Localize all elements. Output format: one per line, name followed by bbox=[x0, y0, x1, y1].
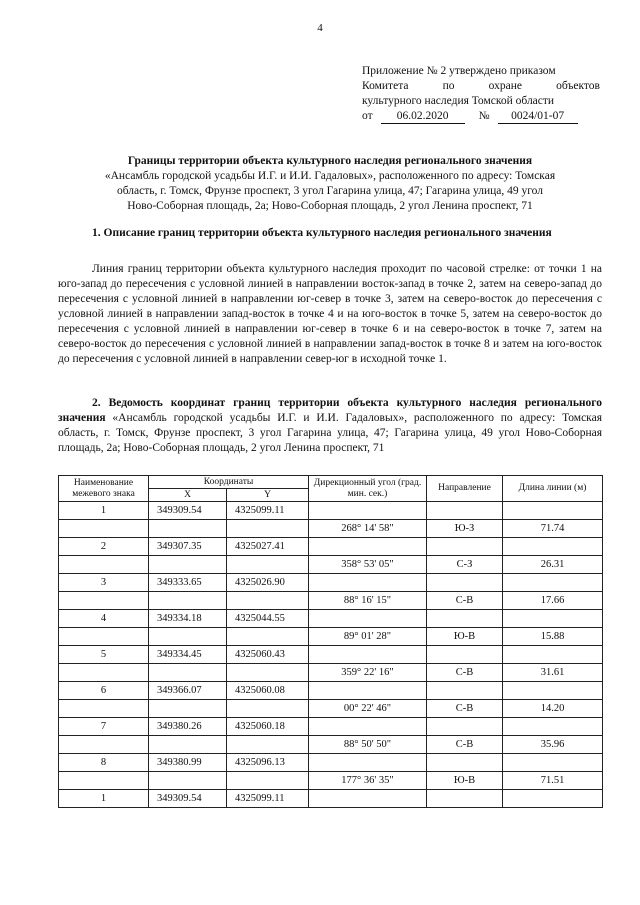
empty-cell bbox=[59, 628, 149, 646]
segment-angle: 268° 14' 58" bbox=[309, 520, 427, 538]
document-title bbox=[58, 154, 602, 214]
empty-cell bbox=[149, 772, 227, 790]
empty-cell bbox=[309, 790, 427, 808]
empty-cell bbox=[149, 628, 227, 646]
segment-row bbox=[59, 700, 603, 718]
approval-line-2 bbox=[362, 79, 600, 94]
empty-cell bbox=[427, 790, 503, 808]
empty-cell bbox=[427, 610, 503, 628]
point-name: 7 bbox=[59, 718, 149, 736]
title-line-2: «Ансамбль городской усадьбы И.Г. и И.И. Гадаловых», расположенного по адресу: Томская bbox=[104, 170, 556, 182]
segment-angle: 88° 16' 15" bbox=[309, 592, 427, 610]
empty-cell bbox=[309, 538, 427, 556]
empty-cell bbox=[427, 574, 503, 592]
header-name: Наименование межевого знака bbox=[59, 476, 149, 502]
point-x: 349334.45 bbox=[149, 646, 227, 664]
segment-angle: 88° 50' 50" bbox=[309, 736, 427, 754]
segment-direction: Ю-З bbox=[427, 520, 503, 538]
section-2-heading-text: «Ансамбль городской усадьбы И.Г. и И.И. Гадаловых», расположенного по адресу: Томская область, г. Томск, Фрунзе проспект, 3 угол Гагарина улица, 47; Гагарина улица, 49 угол Ново-Соборная площадь, 2а; Ново-Соборная площадь, 2 угол Ленина проспект, 71 bbox=[58, 412, 602, 454]
empty-cell bbox=[149, 736, 227, 754]
header-x: X bbox=[149, 489, 227, 502]
empty-cell bbox=[503, 646, 603, 664]
empty-cell bbox=[503, 790, 603, 808]
title-line-1: Границы территории объекта культурного наследия регионального значения bbox=[127, 155, 533, 167]
segment-length: 35.96 bbox=[503, 736, 603, 754]
point-y: 4325060.08 bbox=[227, 682, 309, 700]
empty-cell bbox=[227, 772, 309, 790]
empty-cell bbox=[427, 754, 503, 772]
empty-cell bbox=[149, 592, 227, 610]
empty-cell bbox=[227, 592, 309, 610]
point-y: 4325060.18 bbox=[227, 718, 309, 736]
empty-cell bbox=[309, 754, 427, 772]
point-y: 4325099.11 bbox=[227, 790, 309, 808]
segment-row bbox=[59, 520, 603, 538]
empty-cell bbox=[427, 502, 503, 520]
point-name: 2 bbox=[59, 538, 149, 556]
empty-cell bbox=[227, 700, 309, 718]
approval-word: по bbox=[442, 80, 455, 92]
empty-cell bbox=[149, 664, 227, 682]
point-row bbox=[59, 718, 603, 736]
section-1-body: Линия границ территории объекта культурного наследия проходит по часовой стрелке: от точки 1 на юго-запад до пересечения с условной линией в направлении восток-запад в точке 2, затем на северо-запад до пересечения с условной линией в направлении юг-север в точке 3, затем на северо-восток до пересечения с условной линией в направлении запад-восток в точке 4 и на юго-восток в точке 5, затем на северо-восток до пересечения с условной линией в направлении юг-север в точке 6 и на северо-восток в точке 7, затем на северо-восток до пересечения с условной линией в направлении запад-восток в точке 8 и затем на юго-восток до пересечения с условной линией в направлении север-юг в исходной точке 1. bbox=[58, 263, 602, 365]
section-2-heading-bold: 2. Ведомость координат границ территории объекта культурного наследия регионального значения bbox=[58, 397, 602, 424]
header-angle: Дирекционный угол (град. мин. сек.) bbox=[309, 476, 427, 502]
segment-row bbox=[59, 628, 603, 646]
point-row bbox=[59, 790, 603, 808]
point-row bbox=[59, 754, 603, 772]
segment-length: 15.88 bbox=[503, 628, 603, 646]
point-name: 8 bbox=[59, 754, 149, 772]
point-x: 349333.65 bbox=[149, 574, 227, 592]
empty-cell bbox=[503, 754, 603, 772]
segment-length: 17.66 bbox=[503, 592, 603, 610]
empty-cell bbox=[59, 664, 149, 682]
point-x: 349309.54 bbox=[149, 790, 227, 808]
segment-length: 71.51 bbox=[503, 772, 603, 790]
header-y: Y bbox=[227, 489, 309, 502]
empty-cell bbox=[149, 556, 227, 574]
point-name: 1 bbox=[59, 502, 149, 520]
empty-cell bbox=[59, 772, 149, 790]
empty-cell bbox=[503, 718, 603, 736]
point-name: 3 bbox=[59, 574, 149, 592]
segment-direction: Ю-В bbox=[427, 628, 503, 646]
empty-cell bbox=[59, 520, 149, 538]
approval-line-1: Приложение № 2 утверждено приказом bbox=[362, 65, 556, 77]
number-label: № bbox=[478, 110, 490, 122]
segment-angle: 358° 53' 05" bbox=[309, 556, 427, 574]
from-label: от bbox=[362, 110, 373, 122]
empty-cell bbox=[427, 682, 503, 700]
segment-angle: 00° 22' 46" bbox=[309, 700, 427, 718]
point-y: 4325096.13 bbox=[227, 754, 309, 772]
empty-cell bbox=[309, 718, 427, 736]
segment-angle: 359° 22' 16" bbox=[309, 664, 427, 682]
point-y: 4325099.11 bbox=[227, 502, 309, 520]
point-y: 4325060.43 bbox=[227, 646, 309, 664]
point-x: 349380.26 bbox=[149, 718, 227, 736]
coordinates-table bbox=[58, 475, 603, 808]
segment-length: 31.61 bbox=[503, 664, 603, 682]
header-direction: Направление bbox=[427, 476, 503, 502]
approval-number: 0024/01-07 bbox=[498, 110, 578, 124]
empty-cell bbox=[227, 556, 309, 574]
segment-row bbox=[59, 772, 603, 790]
segment-length: 71.74 bbox=[503, 520, 603, 538]
point-name: 6 bbox=[59, 682, 149, 700]
point-x: 349334.18 bbox=[149, 610, 227, 628]
segment-direction: С-В bbox=[427, 664, 503, 682]
empty-cell bbox=[149, 520, 227, 538]
empty-cell bbox=[59, 700, 149, 718]
point-x: 349309.54 bbox=[149, 502, 227, 520]
approval-word: объектов bbox=[556, 80, 600, 92]
empty-cell bbox=[503, 538, 603, 556]
segment-row bbox=[59, 592, 603, 610]
empty-cell bbox=[59, 592, 149, 610]
point-row bbox=[59, 502, 603, 520]
approval-line-3: культурного наследия Томской области bbox=[362, 95, 555, 107]
empty-cell bbox=[227, 664, 309, 682]
segment-direction: С-В bbox=[427, 592, 503, 610]
empty-cell bbox=[309, 682, 427, 700]
point-y: 4325044.55 bbox=[227, 610, 309, 628]
empty-cell bbox=[59, 556, 149, 574]
empty-cell bbox=[309, 646, 427, 664]
point-row bbox=[59, 574, 603, 592]
point-row bbox=[59, 538, 603, 556]
point-row bbox=[59, 682, 603, 700]
empty-cell bbox=[227, 628, 309, 646]
empty-cell bbox=[503, 574, 603, 592]
empty-cell bbox=[503, 682, 603, 700]
segment-direction: Ю-В bbox=[427, 772, 503, 790]
empty-cell bbox=[427, 538, 503, 556]
segment-angle: 177° 36' 35" bbox=[309, 772, 427, 790]
section-1-heading: 1. Описание границ территории объекта культурного наследия регионального значения bbox=[92, 227, 552, 239]
point-row bbox=[59, 610, 603, 628]
empty-cell bbox=[149, 700, 227, 718]
segment-direction: С-В bbox=[427, 700, 503, 718]
empty-cell bbox=[427, 646, 503, 664]
point-name: 5 bbox=[59, 646, 149, 664]
empty-cell bbox=[503, 610, 603, 628]
approval-block bbox=[362, 64, 600, 124]
point-y: 4325026.90 bbox=[227, 574, 309, 592]
empty-cell bbox=[59, 736, 149, 754]
approval-line-4 bbox=[362, 109, 600, 124]
title-line-3: область, г. Томск, Фрунзе проспект, 3 угол Гагарина улица, 47; Гагарина улица, 49 угол bbox=[116, 185, 544, 197]
segment-row bbox=[59, 556, 603, 574]
header-coords: Координаты bbox=[149, 476, 309, 489]
empty-cell bbox=[309, 502, 427, 520]
empty-cell bbox=[309, 574, 427, 592]
point-row bbox=[59, 646, 603, 664]
segment-direction: С-З bbox=[427, 556, 503, 574]
header-length: Длина линии (м) bbox=[503, 476, 603, 502]
empty-cell bbox=[427, 718, 503, 736]
approval-word: охране bbox=[488, 80, 522, 92]
point-x: 349307.35 bbox=[149, 538, 227, 556]
segment-direction: С-В bbox=[427, 736, 503, 754]
empty-cell bbox=[503, 502, 603, 520]
point-name: 1 bbox=[59, 790, 149, 808]
empty-cell bbox=[227, 736, 309, 754]
segment-row bbox=[59, 664, 603, 682]
segment-length: 26.31 bbox=[503, 556, 603, 574]
segment-row bbox=[59, 736, 603, 754]
point-x: 349366.07 bbox=[149, 682, 227, 700]
empty-cell bbox=[227, 520, 309, 538]
approval-word: Комитета bbox=[362, 80, 409, 92]
point-y: 4325027.41 bbox=[227, 538, 309, 556]
segment-length: 14.20 bbox=[503, 700, 603, 718]
page-number: 4 bbox=[317, 22, 323, 34]
empty-cell bbox=[309, 610, 427, 628]
section-2-heading bbox=[58, 396, 602, 456]
point-name: 4 bbox=[59, 610, 149, 628]
point-x: 349380.99 bbox=[149, 754, 227, 772]
segment-angle: 89° 01' 28" bbox=[309, 628, 427, 646]
title-line-4: Ново-Соборная площадь, 2а; Ново-Соборная площадь, 2 угол Ленина проспект, 71 bbox=[127, 200, 533, 212]
approval-date: 06.02.2020 bbox=[381, 110, 465, 124]
